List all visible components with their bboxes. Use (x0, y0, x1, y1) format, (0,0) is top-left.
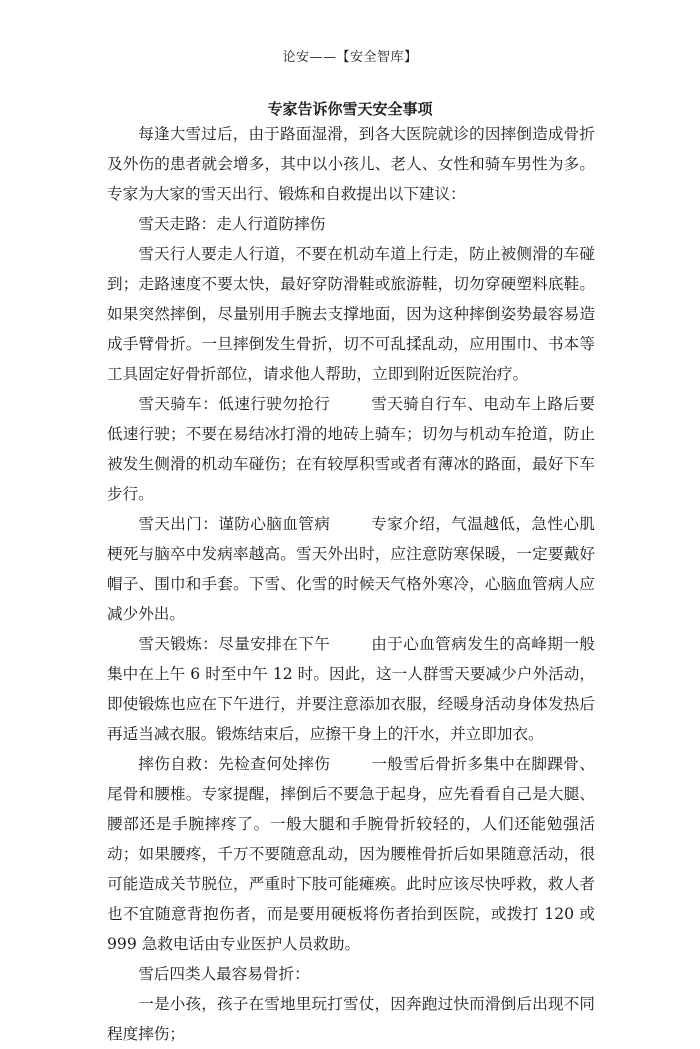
article-title: 专家告诉你雪天安全事项 (267, 100, 433, 118)
groups-first-item: 一是小孩，孩子在雪地里玩打雪仗，因奔跑过快而滑倒后出现不同程度摔伤； (107, 995, 595, 1043)
out-paragraph (107, 509, 595, 629)
ride-paragraph (107, 389, 595, 509)
rescue-text: 一般雪后骨折多集中在脚踝骨、尾骨和腰椎。专家提醒，摔倒后不要急于起身，应先看看自己是大腿、腰部还是手腕摔疼了。一般大腿和手腕骨折较轻的，人们还能勉强活动；如果腰疼，千万不要随意乱动，因为腰椎骨折后如果随意活动，很可能造成关节脱位，严重时下肢可能瘫痪。此时应该尽快呼救，救人者也不宜随意背抱伤者，而是要用硬板将伤者抬到医院，或拨打 120 或 999 急救电话由专业医护人员救助。 (107, 755, 595, 953)
groups-heading: 雪后四类人最容易骨折： (138, 965, 310, 983)
walk-paragraph: 雪天行人要走人行道，不要在机动车道上行走，防止被侧滑的车碰到；走路速度不要太快，最好穿防滑鞋或旅游鞋，切勿穿硬塑料底鞋。如果突然摔倒，尽量别用手腕去支撑地面，因为这种摔倒姿势最容易造成手臂骨折。一旦摔倒发生骨折，切不可乱揉乱动，应用围巾、书本等工具固定好骨折部位，请求他人帮助，立即到附近医院治疗。 (107, 245, 595, 383)
page-header: 论安——【安全智库】 (282, 50, 418, 65)
walk-heading: 雪天走路：走人行道防摔伤 (138, 215, 326, 233)
out-heading: 雪天出门：谨防心脑血管病 (138, 515, 331, 533)
exercise-heading: 雪天锻炼：尽量安排在下午 (138, 635, 331, 653)
article-body (107, 119, 595, 1049)
exercise-text: 由于心血管病发生的高峰期一般集中在上午 6 时至中午 12 时。因此，这一人群雪天要减少户外活动，即使锻炼也应在下午进行，并要注意添加衣服，经暖身活动身体发热后再适当减衣服。锻炼结束后，应擦干身上的汗水，并立即加衣。 (107, 635, 595, 743)
rescue-paragraph (107, 749, 595, 959)
rescue-heading: 摔伤自救：先检查何处摔伤 (138, 755, 331, 773)
intro-paragraph: 每逢大雪过后，由于路面湿滑，到各大医院就诊的因摔倒造成骨折及外伤的患者就会增多，其中以小孩儿、老人、女性和骑车男性为多。专家为大家的雪天出行、锻炼和自救提出以下建议： (107, 125, 595, 203)
ride-heading: 雪天骑车：低速行驶勿抢行 (138, 395, 331, 413)
exercise-paragraph (107, 629, 595, 749)
ride-text: 雪天骑自行车、电动车上路后要低速行驶；不要在易结冰打滑的地砖上骑车；切勿与机动车抢道，防止被发生侧滑的机动车碰伤；在有较厚积雪或者有薄冰的路面，最好下车步行。 (107, 395, 595, 503)
out-text: 专家介绍，气温越低，急性心肌梗死与脑卒中发病率越高。雪天外出时，应注意防寒保暖，一定要戴好帽子、围巾和手套。下雪、化雪的时候天气格外寒冷，心脑血管病人应减少外出。 (107, 515, 595, 623)
